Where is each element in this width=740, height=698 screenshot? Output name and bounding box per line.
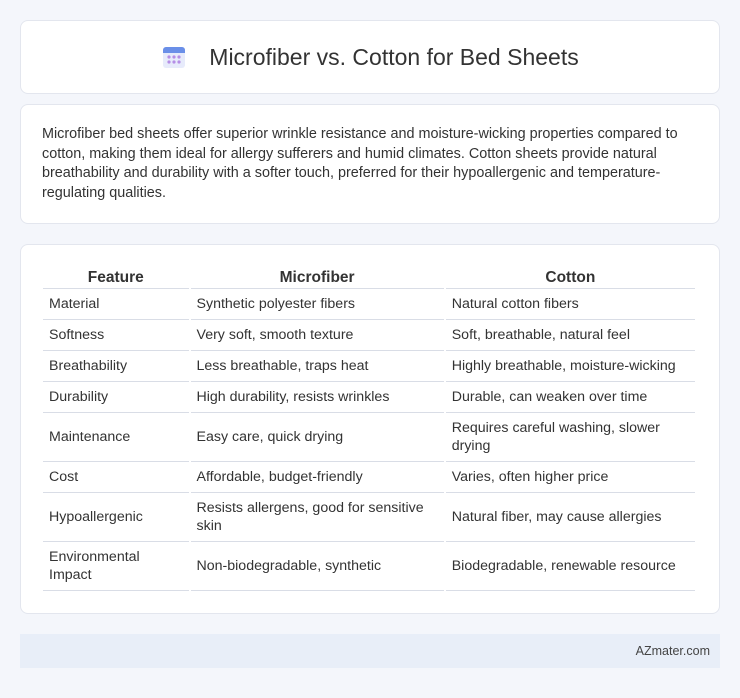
feature-cell: Hypoallergenic (43, 493, 189, 542)
cotton-cell: Natural cotton fibers (446, 289, 695, 320)
feature-cell: Breathability (43, 351, 189, 382)
table-row (43, 351, 695, 382)
cotton-cell: Soft, breathable, natural feel (446, 320, 695, 351)
microfiber-cell: Easy care, quick drying (191, 413, 444, 462)
feature-cell: Softness (43, 320, 189, 351)
feature-cell: Environmental Impact (43, 542, 189, 591)
summary-card (20, 104, 720, 224)
table-row (43, 413, 695, 462)
microfiber-cell: Less breathable, traps heat (191, 351, 444, 382)
calendar-icon (161, 44, 187, 70)
microfiber-cell: Non-biodegradable, synthetic (191, 542, 444, 591)
header-cotton: Cotton (446, 265, 695, 289)
microfiber-cell: Resists allergens, good for sensitive skin (191, 493, 444, 542)
header-feature: Feature (43, 265, 189, 289)
microfiber-cell: Synthetic polyester fibers (191, 289, 444, 320)
cotton-cell: Durable, can weaken over time (446, 382, 695, 413)
microfiber-cell: Very soft, smooth texture (191, 320, 444, 351)
summary-text: Microfiber bed sheets offer superior wrinkle resistance and moisture-wicking properties compared to cotton, making them ideal for allergy sufferers and humid climates. Cotton sheets provide natural breathability and durability with a softer touch, preferred for their hypoallergenic and temperature-regulating qualities. (42, 126, 678, 201)
footer-brand[interactable]: AZmater.com (635, 644, 710, 658)
microfiber-cell: Affordable, budget-friendly (191, 462, 444, 493)
feature-cell: Cost (43, 462, 189, 493)
title-card (20, 20, 720, 94)
page-title: Microfiber vs. Cotton for Bed Sheets (209, 43, 579, 70)
cotton-cell: Biodegradable, renewable resource (446, 542, 695, 591)
cotton-cell: Natural fiber, may cause allergies (446, 493, 695, 542)
feature-cell: Maintenance (43, 413, 189, 462)
feature-cell: Durability (43, 382, 189, 413)
table-row (43, 542, 695, 591)
table-header-row (43, 265, 695, 289)
cotton-cell: Requires careful washing, slower drying (446, 413, 695, 462)
feature-cell: Material (43, 289, 189, 320)
comparison-table-card (20, 244, 720, 614)
table-row (43, 462, 695, 493)
header-microfiber: Microfiber (191, 265, 444, 289)
cotton-cell: Varies, often higher price (446, 462, 695, 493)
table-row (43, 320, 695, 351)
footer (20, 634, 720, 668)
table-row (43, 493, 695, 542)
cotton-cell: Highly breathable, moisture-wicking (446, 351, 695, 382)
table-row (43, 382, 695, 413)
comparison-table (41, 265, 697, 591)
microfiber-cell: High durability, resists wrinkles (191, 382, 444, 413)
table-row (43, 289, 695, 320)
